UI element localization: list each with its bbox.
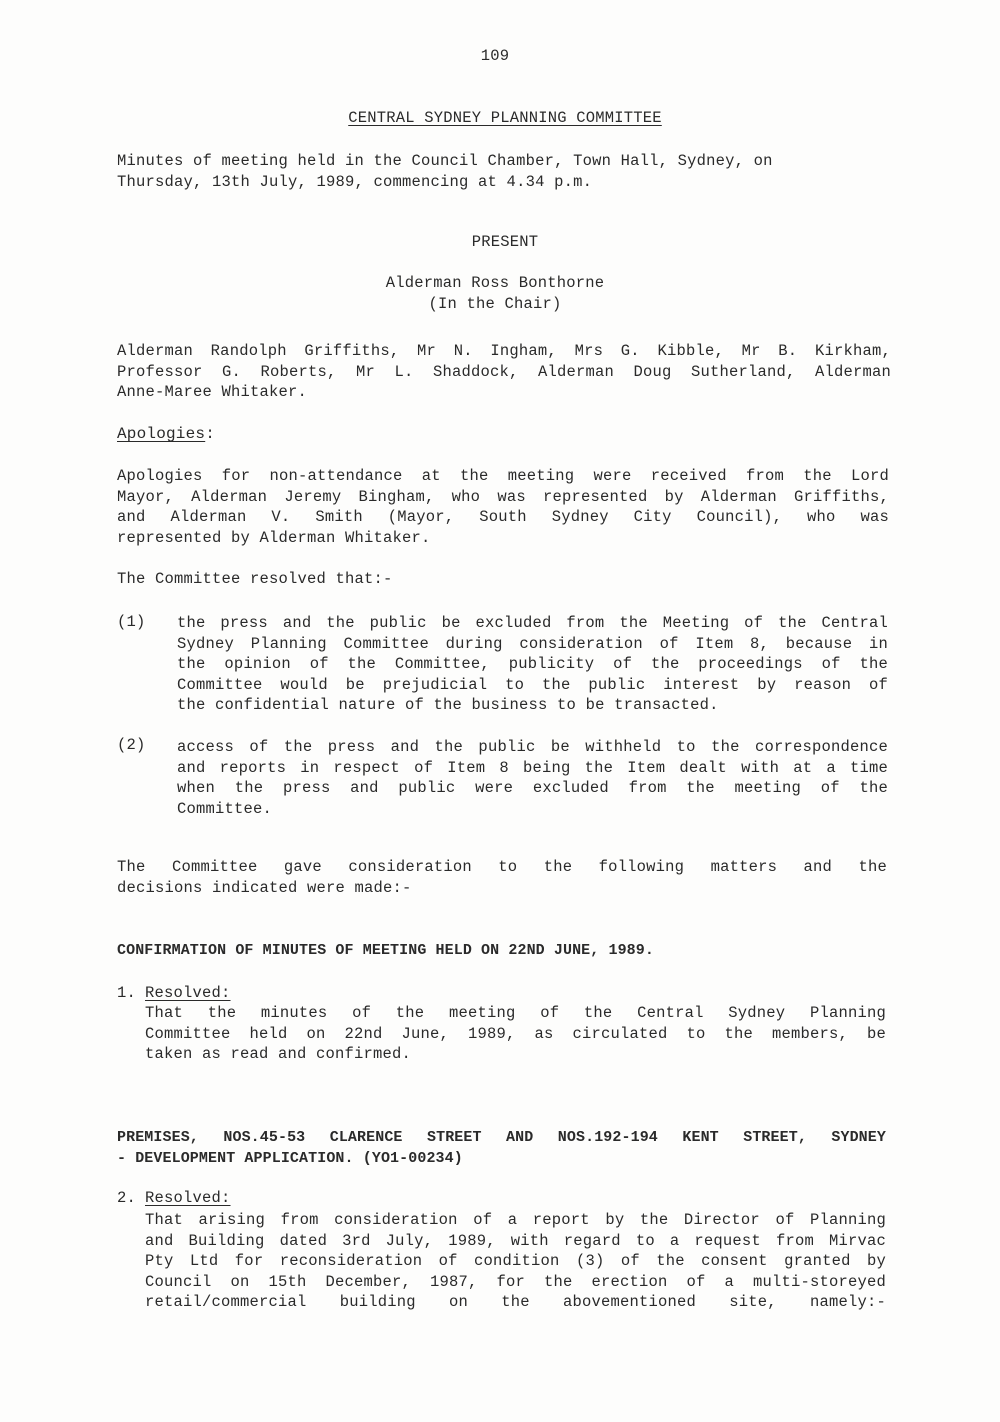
item1-line: That the minutes of the meeting of the Central Sydney Planning — [145, 1004, 886, 1022]
item2-line: and Building dated 3rd July, 1989, with regard to a request from Mirvac — [145, 1231, 886, 1250]
intro-line: Minutes of meeting held in the Council Chamber, Town Hall, Sydney, on — [117, 152, 773, 170]
attendees-line: Alderman Randolph Griffiths, Mr N. Ingham, Mrs G. Kibble, Mr B. Kirkham, — [117, 342, 891, 360]
resolution-line: access of the press and the public be withheld to the correspondence — [177, 738, 888, 756]
item1-resolved-label: Resolved: — [145, 984, 231, 1002]
resolution-number: (2) — [117, 736, 146, 754]
item2-resolved-label: Resolved: — [145, 1189, 231, 1207]
resolution-line: Sydney Planning Committee during consideration of Item 8, because in — [177, 634, 888, 653]
resolution-line: Committee. — [177, 799, 273, 818]
apologies-line: Apologies for non-attendance at the meeting were received from the Lord — [117, 467, 889, 485]
apologies-heading — [117, 424, 215, 445]
present-heading: PRESENT — [471, 233, 539, 251]
consideration-paragraph — [117, 857, 887, 898]
chair-name: Alderman Ross Bonthorne — [385, 274, 605, 292]
apologies-line: and Alderman V. Smith (Mayor, South Sydney City Council), who was — [117, 508, 889, 526]
apologies-heading-colon: : — [205, 425, 216, 443]
resolution-line: when the press and public were excluded from the meeting of the — [177, 779, 888, 797]
apologies-heading-text: Apologies — [117, 425, 206, 443]
intro-line: Thursday, 13th July, 1989, commencing at 4.34 p.m. — [117, 172, 593, 191]
item1-line: Committee held on 22nd June, 1989, as circulated to the members, be — [145, 1024, 886, 1043]
resolution-item — [177, 613, 888, 716]
item2-line: Council on 15th December, 1987, for the erection of a multi-storeyed — [145, 1272, 886, 1291]
resolution-number: (1) — [117, 613, 146, 631]
item2-heading-line: PREMISES, NOS.45-53 CLARENCE STREET AND NOS.192-194 KENT STREET, SYDNEY — [117, 1129, 886, 1146]
resolution-item — [177, 737, 888, 819]
chair-block — [0, 273, 990, 314]
item2-line: That arising from consideration of a report by the Director of Planning — [145, 1211, 886, 1229]
item1-resolved — [145, 983, 231, 1004]
consideration-line: decisions indicated were made:- — [117, 878, 412, 897]
item2-line: Pty Ltd for reconsideration of condition (3) of the consent granted by — [145, 1252, 886, 1270]
resolved-intro: The Committee resolved that:- — [117, 570, 393, 588]
attendees-line: Anne-Maree Whitaker. — [117, 383, 308, 401]
resolution-line: and reports in respect of Item 8 being the Item dealt with at a time — [177, 758, 888, 777]
resolution-line: the opinion of the Committee, publicity of the proceedings of the — [177, 655, 888, 673]
item2-heading — [117, 1128, 886, 1169]
apologies-paragraph — [117, 466, 889, 548]
item2-heading-line: - DEVELOPMENT APPLICATION. (YO1-00234) — [117, 1149, 463, 1167]
item2-resolved — [145, 1188, 231, 1209]
apologies-line: Mayor, Alderman Jeremy Bingham, who was represented by Alderman Griffiths, — [117, 487, 889, 506]
intro-paragraph — [117, 151, 892, 192]
item1-line: taken as read and confirmed. — [145, 1045, 412, 1063]
document-title-text: CENTRAL SYDNEY PLANNING COMMITTEE — [348, 109, 662, 127]
resolution-line: the press and the public be excluded from the Meeting of the Central — [177, 614, 888, 632]
item2-text — [145, 1210, 886, 1313]
resolution-line: the confidential nature of the business to be transacted. — [177, 696, 719, 714]
item1-text — [145, 1003, 886, 1065]
item2-number: 2. — [117, 1189, 137, 1207]
item1-number: 1. — [117, 984, 137, 1002]
apologies-line: represented by Alderman Whitaker. — [117, 528, 431, 547]
page-number: 109 — [480, 47, 510, 65]
item1-heading: CONFIRMATION OF MINUTES OF MEETING HELD ON 22ND JUNE, 1989. — [117, 942, 654, 959]
consideration-line: The Committee gave consideration to the following matters and the — [117, 858, 887, 876]
document-title — [0, 108, 1000, 129]
attendees-paragraph — [117, 341, 891, 403]
resolution-line: Committee would be prejudicial to the public interest by reason of — [177, 675, 888, 694]
attendees-line: Professor G. Roberts, Mr L. Shaddock, Alderman Doug Sutherland, Alderman — [117, 362, 891, 381]
item2-line: retail/commercial building on the abovementioned site, namely:- — [145, 1293, 886, 1311]
chair-role: (In the Chair) — [428, 294, 562, 313]
